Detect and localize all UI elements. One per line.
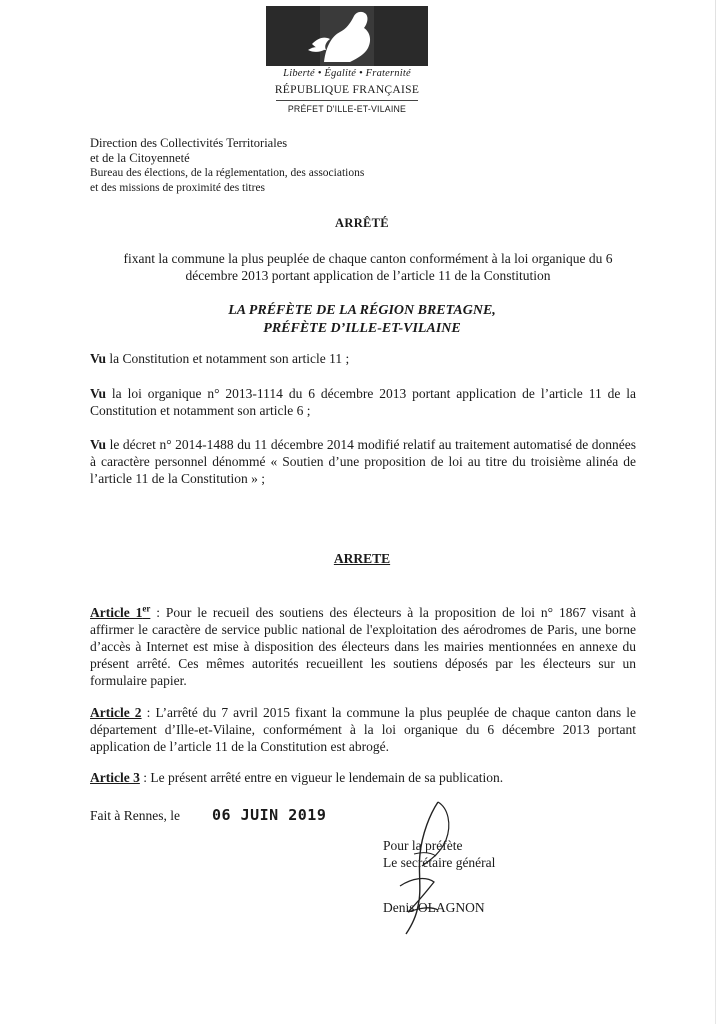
signatory-role: Le secrétaire général [383, 855, 496, 870]
vu-paragraph [90, 385, 636, 419]
vu-text: le décret n° 2014-1488 du 11 décembre 2014 modifié relatif au traitement automatisé de données à caractère personnel dénommé « Soutien d’une proposition de loi au titre du troisième alinéa de l’article 11 de la Constitution » ; [90, 437, 636, 486]
vu-text: la loi organique n° 2013-1114 du 6 décembre 2013 portant application de l’article 11 de la Constitution et notamment son article 6 ; [90, 386, 636, 418]
decision-heading: ARRETE [333, 551, 391, 566]
vu-label: Vu [90, 351, 107, 366]
place-label: Fait à Rennes, le [90, 808, 180, 823]
subtitle-line: décembre 2013 portant application de l’article 11 de la Constitution [185, 268, 551, 283]
direction-line: et de la Citoyenneté [90, 151, 190, 165]
vu-label: Vu [90, 386, 107, 401]
article-label: Article 2 [90, 705, 142, 720]
authority-line: LA PRÉFÈTE DE LA RÉGION BRETAGNE, [228, 303, 496, 318]
vu-text: la Constitution et notamment son article 11 ; [106, 351, 350, 366]
vu-label: Vu [90, 437, 107, 452]
direction-line: et des missions de proximité des titres [90, 182, 266, 194]
direction-line: Bureau des élections, de la réglementation, des associations [90, 167, 365, 179]
republic-name: RÉPUBLIQUE FRANÇAISE [274, 84, 420, 96]
signatory-name: Denis OLAGNON [383, 900, 485, 915]
header-divider [276, 100, 418, 101]
authority-heading [0, 302, 724, 338]
authority-line: PRÉFÈTE D’ILLE-ET-VILAINE [263, 321, 461, 336]
subtitle-line: fixant la commune la plus peuplée de chaque canton conformément à la loi organique du 6 [123, 251, 613, 266]
handwritten-signature [360, 794, 500, 944]
vu-paragraph [90, 436, 636, 487]
direction-line: Direction des Collectivités Territoriales [90, 136, 288, 150]
article-text: : Pour le recueil des soutiens des électeurs à la proposition de loi n° 1867 visant à affirmer le caractère de service public national de l'exploitation des aérodromes de Paris, une borne d’accès à Internet est mise à disposition des électeurs dans les mairies mentionnées en annexe du présent arrêté. Ces mêmes autorités recueillent les soutiens déposés par les électeurs sur un formulaire papier. [90, 605, 636, 688]
republic-motto: Liberté • Égalité • Fraternité [283, 68, 411, 79]
article-text: : L’arrêté du 7 avril 2015 fixant la commune la plus peuplée de chaque canton dans le département d’Ille-et-Vilaine, conformément à la loi organique du 6 décembre 2013 portant application de l’article 11 de la Constitution est abrogé. [90, 705, 636, 754]
prefecture-name: PRÉFET D'ILLE-ET-VILAINE [287, 104, 407, 114]
article-label: Article 3 [90, 770, 140, 785]
date-stamp: 06 JUIN 2019 [212, 806, 327, 824]
article-paragraph [90, 769, 636, 786]
article-text: : Le présent arrêté entre en vigueur le lendemain de sa publication. [139, 770, 504, 785]
document-subtitle [90, 250, 646, 284]
scan-edge [715, 0, 716, 1024]
article-paragraph [90, 604, 636, 689]
article-paragraph [90, 704, 636, 755]
issuing-department [90, 136, 364, 196]
document-title: ARRÊTÉ [335, 216, 389, 230]
marianne-logo [266, 6, 428, 66]
signatory-on-behalf: Pour la préfète [383, 838, 463, 853]
vu-paragraph [90, 350, 636, 367]
article-label: Article 1er [90, 603, 151, 620]
